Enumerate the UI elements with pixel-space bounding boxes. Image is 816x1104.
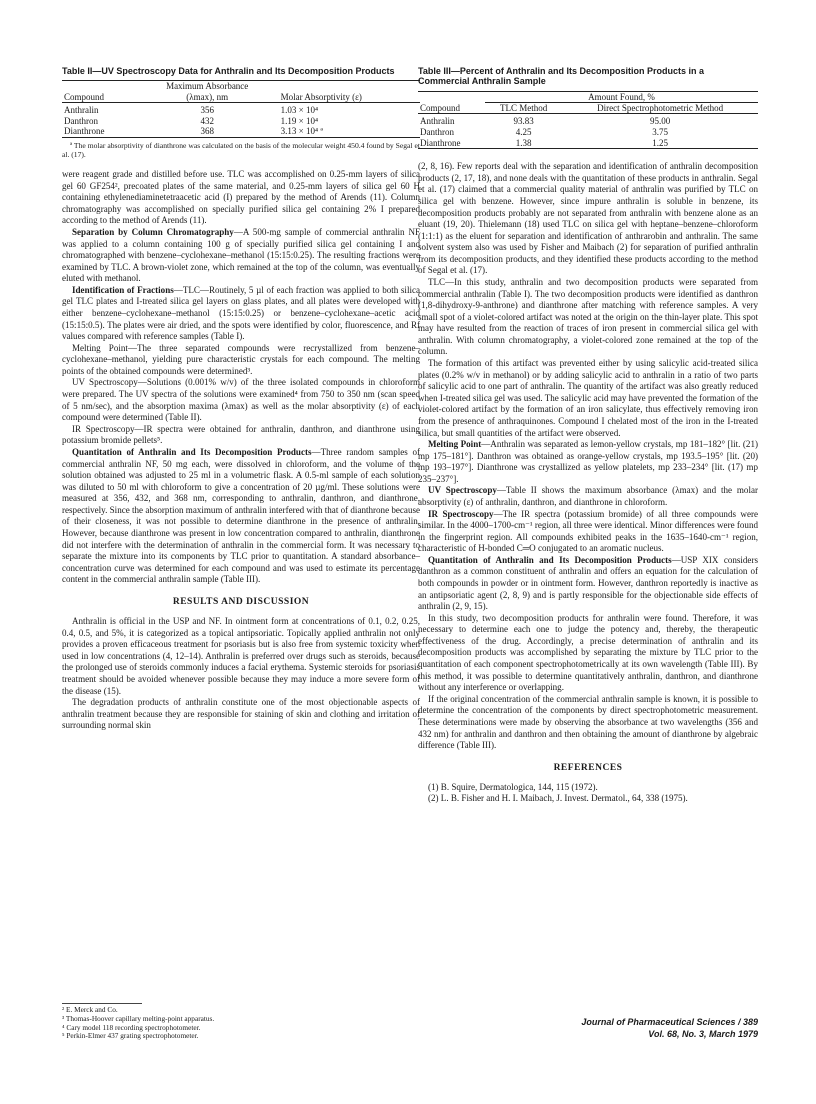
table-row: Danthron 432 1.19 × 10⁴	[64, 115, 319, 126]
paragraph: Separation by Column Chromatography—A 500-mg sample of commercial anthralin NF was applied to a column containing 100 g of specially purified silica gel containing I and chromatographed with benzene–cyclohexane–methanol (15:15:0.25). The resulting fractions were examined by TLC. A brown-violet zone, which remained at the top of the column, was eventually eluted with methanol.	[62, 226, 421, 284]
right-column	[418, 66, 758, 805]
table-2-footnote: ª The molar absorptivity of dianthrone was calculated on the basis of the molecular weight 450.4 found by Segal et al. (17).	[62, 140, 420, 159]
paragraph: Anthralin is official in the USP and NF. In ointment form at concentrations of 0.1, 0.2, 0.25, 0.4, 0.5, and 5%, it is categorized as a topical antipsoriatic. Topically applied anthralin not only provides a proven efficaceous treatment for psoriasis but is also free from systemic toxicity when used in low concentrations (4, 12–14). Anthralin is preferred over drugs such as steroids, because the prolonged use of steroids commonly induces a facial erythema. Systemic steroids for psoriasis treatment should be avoided whenever possible because they may induce a more severe form of the disease (15).	[62, 616, 420, 696]
table-2-header-compound: Compound	[64, 91, 105, 102]
table-row: Danthron 4.25 3.75	[420, 126, 668, 137]
table-3-header-compound: Compound	[420, 103, 461, 114]
left-column	[62, 66, 420, 732]
footnote: ⁵ Perkin-Elmer 437 grating spectrophotometer.	[62, 1031, 199, 1041]
journal-title: Journal of Pharmaceutical Sciences / 389	[581, 1017, 758, 1027]
journal-footer	[581, 1017, 758, 1040]
table-3-header-spectro: Direct Spectrophotometric Method	[597, 103, 724, 114]
section-heading: REFERENCES	[553, 762, 623, 773]
paragraph: Melting Point—The three separated compounds were recrystallized from benzene–cyclohexane–methanol, yielding pure characteristic crystals for each compound. The melting points of the obtained compounds were determined³.	[62, 342, 420, 376]
journal-issue: Vol. 68, No. 3, March 1979	[648, 1028, 758, 1039]
paragraph: (2, 8, 16). Few reports deal with the separation and identification of anthralin decomposition products (2, 17, 18), and none deals with the quantitation of these products in anthralin. Segal et al. (17) claimed that a commercial quality material of anthralin was purified by TLC on silica gel with benzene. However, since impure anthralin is soluble in benzene, its decomposition products probably are not separated from anthralin with benzene alone as an eluant (19, 20). Thielemann (18) used TLC on silica gel with heptane–benzene–chloroform (1:1:1) as the eluent for separation and identification of anthrarobin and anthralin. The same solvent system also was used by Fisher and Maibach (2) for separation of purified anthralin from its decomposition products, and they identified these products according to the method of Segal et al. (17).	[418, 161, 758, 276]
paragraph: Quantitation of Anthralin and Its Decomposition Products—Three random samples of commercial anthralin NF, 50 mg each, were dissolved in chloroform, and the volume of the solution obtained was adjusted to 25 ml in a volumetric flask. A 0.5-ml sample of each solution was diluted to 50 ml with chloroform to give a concentration of 20 µg/ml. These solutions were measured at 356, 432, and 368 nm, corresponding to anthralin, danthron, and dianthrone, respectively. Since the absorption maximum of anthralin interfered with that of dianthrone because of their closeness, it was not possible to determine dianthrone in the presence of anthralin. However, because dianthrone was present in low concentration compared to anthralin, dianthrone did not interfere with the determination of anthralin in the commercial form. It was necessary to separate the mixture into its components by TLC prior to quantitation. A standard absorbance–concentration curve was determined for each compound and was used to estimate its percentage content in the commercial anthralin sample (Table III).	[62, 446, 420, 585]
table-3-title: Table III—Percent of Anthralin and Its Decomposition Products in a Commercial Anthralin Sample	[418, 66, 705, 87]
table-2	[62, 80, 420, 138]
paragraph: Quantitation of Anthralin and Its Decomposition Products—USP XIX considers danthron as a common constituent of anthralin and offers an equation for the calculation of both compounds in powder or in ointment form. However, danthron reportedly is inactive as an antipsoriatic agent (2, 8, 9) and is partly responsible for the objectionable side effects of anthralin (2, 9, 15).	[418, 554, 758, 612]
footnote: ⁴ Cary model 118 recording spectrophotometer.	[62, 1022, 201, 1032]
table-3	[418, 91, 758, 150]
paragraph: The degradation products of anthralin constitute one of the most objectionable aspects of anthralin treatment because they are responsible for staining of skin and clothing and irritation of surrounding normal skin	[62, 697, 420, 731]
paragraph: In this study, two decomposition products for anthralin were found. Therefore, it was necessary to determine each one to judge the potency and, thereby, the therapeutic effectiveness of the drug. Accordingly, a precise determination of anthralin and its decomposition products was accomplished by separating the mixture by TLC prior to the quantitation of each component spectrophotometrically at its own wavelength (Table III). By this method, it was possible to determine quantitatively anthralin, danthron, and dianthrone without any interference or overlapping.	[418, 612, 758, 693]
footnote: ² E. Merck and Co.	[62, 1005, 118, 1014]
paragraph: Melting Point—Anthralin was separated as lemon-yellow crystals, mp 181–182° [lit. (21) mp 175–181°]. Danthron was obtained as orange-yellow crystals, mp 193.5–195° [lit. (20) mp 193–197°]. Dianthrone was crystallized as yellow platelets, mp 233–234° [lit. (17) mp 235–237°].	[418, 439, 758, 484]
table-2-title: Table II—UV Spectroscopy Data for Anthralin and Its Decomposition Products	[62, 66, 395, 76]
paragraph: UV Spectroscopy—Table II shows the maximum absorbance (λmax) and the molar absorptivity (ε) of anthralin, danthron, and dianthrone in chloroform.	[418, 485, 758, 507]
footnotes	[62, 1003, 382, 1041]
table-3-header-group: Amount Found, %	[485, 91, 758, 102]
table-row: Anthralin 356 1.03 × 10⁴	[64, 105, 319, 116]
footnote-rule	[62, 1003, 142, 1004]
paragraph: If the original concentration of the commercial anthralin sample is known, it is possible to determine the concentration of the components by direct spectrophotometric measurement. These determinations were made by observing the absorbance at two wavelengths (356 and 432 nm) for anthralin and danthron and then obtaining the amount of dianthrone by algebraic difference (Table III).	[418, 693, 758, 751]
paragraph: TLC—In this study, anthralin and two decomposition products were separated from commercial anthralin (Table I). The two decomposition products were identified as danthron (1,8-dihydroxy-9-anthrone) and dianthrone after matching with reference samples. A very small spot of a violet-colored artifact was noted at the origin on the thin-layer plate. This spot may have resulted from the reaction of traces of iron present in commercial silica gel with anthralin. With column chromatography, a violet-colored zone remained at the top of the column.	[418, 276, 758, 357]
paragraph: IR Spectroscopy—The IR spectra (potassium bromide) of all three compounds were similar. In the 4000–1700-cm⁻¹ region, all three were identical. Minor differences were found in the fingerprint region. All compounds exhibited peaks in the 1635–1640-cm⁻¹ region, characteristic of H-bonded C═O conjugated to an aromatic nucleus.	[418, 508, 758, 554]
footnote: ³ Thomas-Hoover capillary melting-point apparatus.	[62, 1013, 215, 1023]
reference-item: (2) L. B. Fisher and H. I. Maibach, J. Invest. Dermatol., 64, 338 (1975).	[428, 793, 688, 804]
table-2-header-absorbance: Maximum Absorbance (λmax), nm	[166, 81, 249, 102]
paragraph: UV Spectroscopy—Solutions (0.001% w/v) of the three isolated compounds in chloroform were prepared. The UV spectra of the solutions were examined⁴ from 750 to 350 nm (scan speed of 5 nm/sec), and the absorption maxima (λmax) as well as the molar absorptivity (ε) of each compound were determined (Table II).	[62, 377, 420, 423]
paragraph: were reagent grade and distilled before use. TLC was accomplished on 0.25-mm layers of silica gel 60 GF254², precoated plates of the same material, and 0.25-mm layers of silica gel 60 H containing ethylenediaminetetraacetic acid (I) prepared by the method of Arends (11). Column chromatography was accomplished on specially purified silica gel containing 2% I prepared according to the method of Arends (11).	[62, 169, 420, 226]
paragraph: The formation of this artifact was prevented either by using salicylic acid-treated silica plates (0.2% w/v in methanol) or by adding salicylic acid to anthralin in a ratio of two parts of salicylic acid to one part of anthralin. The quantity of the artifact was also greatly reduced when I-treated silica gel was used. The salicylic acid may have prevented the formation of the violet-colored artifact by the formation of an iron salicylate, thus effectively removing iron from the presence of anthraquinones. Compound I chelated most of the iron in the I-treated silica, but small quantities of the artifact were observed.	[418, 358, 758, 438]
table-row: Dianthrone 368 3.13 × 10⁴ ª	[62, 126, 420, 137]
table-row: Dianthrone 1.38 1.25	[418, 138, 758, 149]
reference-item: (1) B. Squire, Dermatologica, 144, 115 (1972).	[428, 781, 598, 792]
table-2-header-absorptivity: Molar Absorptivity (ε)	[280, 91, 362, 102]
table-3-header-tlc: TLC Method	[499, 103, 548, 114]
section-heading: RESULTS AND DISCUSSION	[172, 596, 310, 607]
paragraph: Identification of Fractions—TLC—Routinely, 5 µl of each fraction was applied to both silica gel TLC plates and I-treated silica gel layers on glass plates, and all plates were developed with either benzene–cyclohexane–methanol (15:15:0.25) or benzene–cyclohexane–acetic acid (15:15:0.5). The plates were air dried, and the spots were identified by color, fluorescence, and Rf values compared with reference samples (Table I).	[62, 284, 421, 342]
references	[418, 782, 758, 805]
paragraph: IR Spectroscopy—IR spectra were obtained for anthralin, danthron, and dianthrone using potassium bromide pellets⁵.	[62, 423, 420, 446]
table-row: Anthralin 93.83 95.00	[420, 116, 671, 127]
